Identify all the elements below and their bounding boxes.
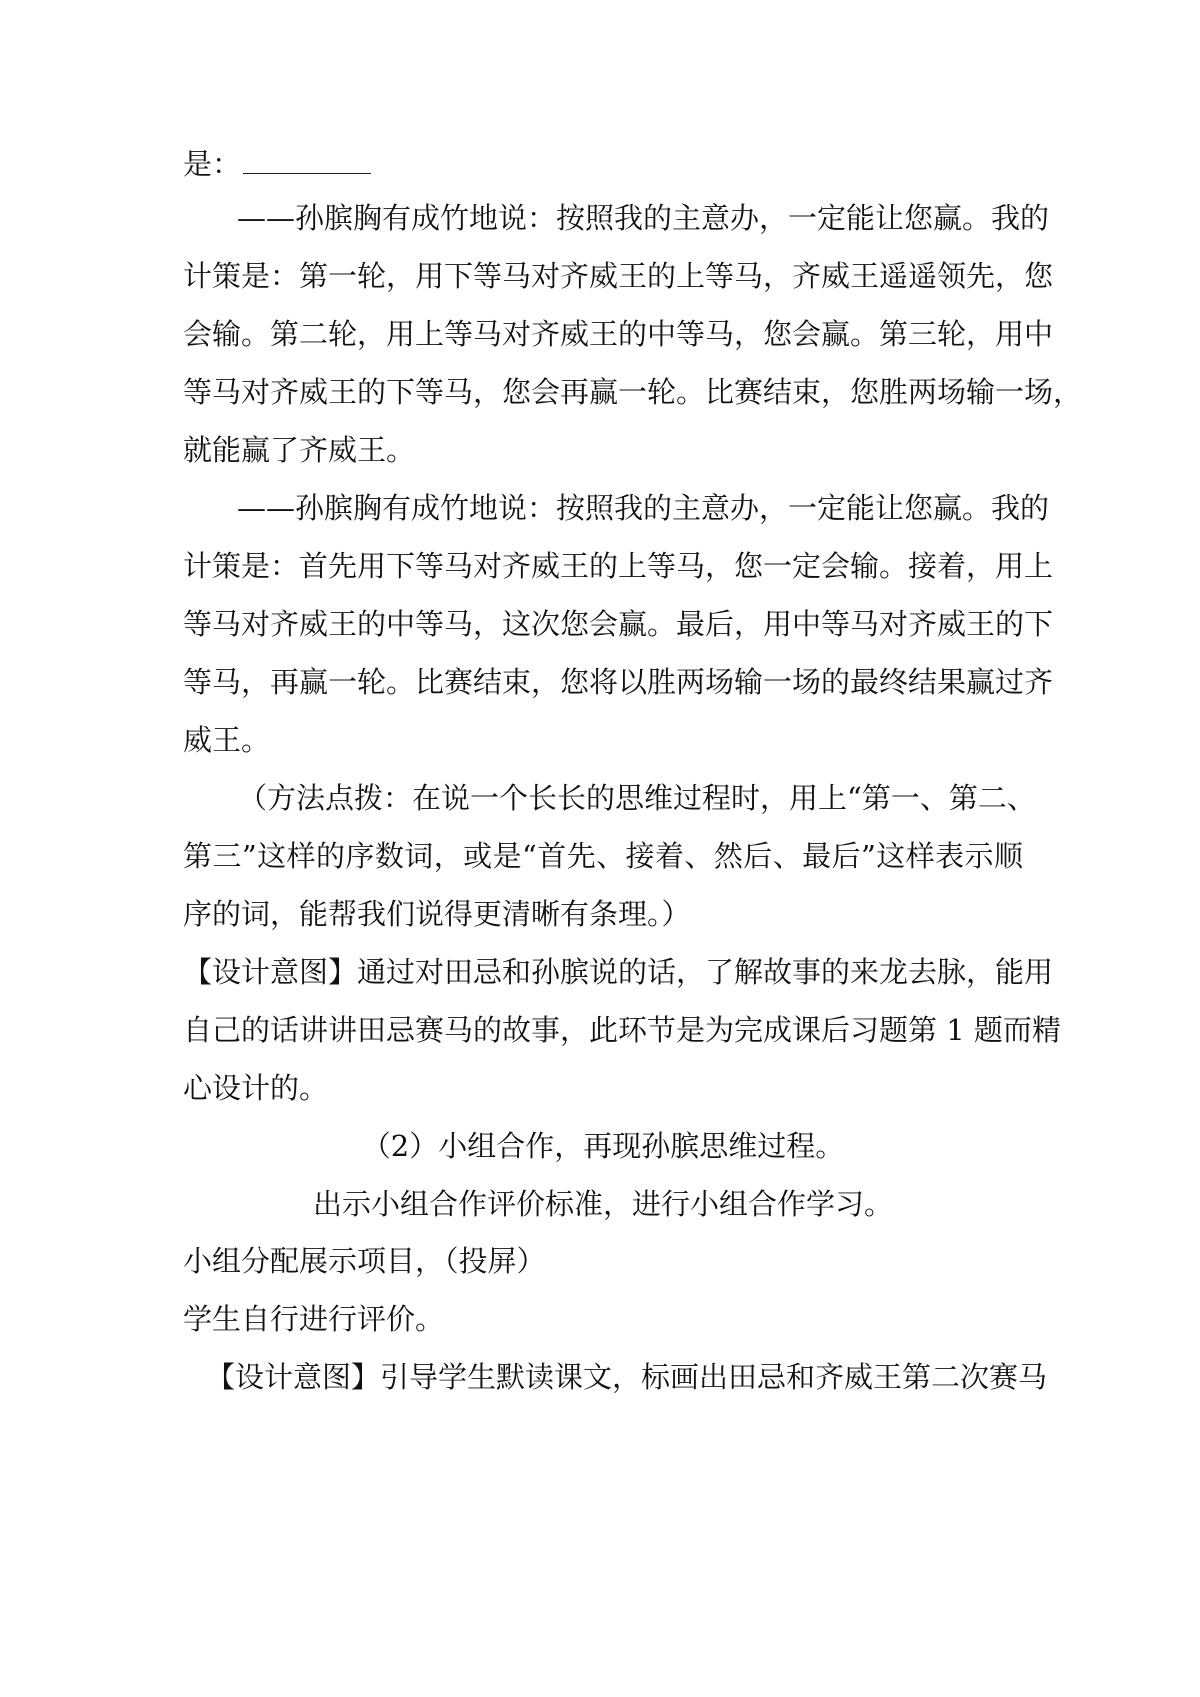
paragraph-1-line-5: 就能赢了齐威王。 bbox=[183, 433, 416, 467]
method-tip-line-2: 第三”这样的序数词，或是“首先、接着、然后、最后”这样表示顺 bbox=[183, 839, 1023, 873]
paragraph-1-line-1: ——孙膑胸有成竹地说：按照我的主意办，一定能让您赢。我的 bbox=[237, 201, 1050, 235]
paragraph-2-line-2: 计策是：首先用下等马对齐威王的上等马，您一定会输。接着，用上 bbox=[183, 549, 1054, 583]
paragraph-1-line-4: 等马对齐威王的下等马，您会再赢一轮。比赛结束，您胜两场输一场， bbox=[183, 375, 1083, 409]
paragraph-2-line-1: ——孙膑胸有成竹地说：按照我的主意办，一定能让您赢。我的 bbox=[237, 491, 1050, 525]
answer-prefix: 是： bbox=[183, 147, 242, 181]
design-intent-1-line-3: 心设计的。 bbox=[183, 1071, 329, 1105]
group-heading: （2）小组合作，再现孙膑思维过程。 bbox=[361, 1129, 845, 1163]
self-evaluation: 学生自行进行评价。 bbox=[183, 1302, 445, 1336]
paragraph-2-line-3: 等马对齐威王的中等马，这次您会赢。最后，用中等马对齐威王的下 bbox=[183, 607, 1054, 641]
answer-line bbox=[183, 141, 1023, 187]
answer-blank bbox=[243, 153, 371, 174]
paragraph-2-line-4: 等马，再赢一轮。比赛结束，您将以胜两场输一场的最终结果赢过齐 bbox=[183, 665, 1054, 699]
paragraph-1-line-3: 会输。第二轮，用上等马对齐威王的中等马，您会赢。第三轮，用中 bbox=[183, 317, 1054, 351]
group-instruction: 出示小组合作评价标准，进行小组合作学习。 bbox=[312, 1187, 893, 1221]
paragraph-2-line-5: 威王。 bbox=[183, 723, 271, 757]
method-tip-line-3: 序的词，能帮我们说得更清晰有条理。） bbox=[183, 897, 691, 931]
method-tip-line-1: （方法点拨：在说一个长长的思维过程时，用上“第一、第二、 bbox=[238, 781, 1036, 815]
group-assign: 小组分配展示项目，（投屏） bbox=[183, 1244, 546, 1278]
design-intent-2-line-1: 【设计意图】引导学生默读课文，标画出田忌和齐威王第二次赛马 bbox=[206, 1360, 1048, 1394]
paragraph-1-line-2: 计策是：第一轮，用下等马对齐威王的上等马，齐威王遥遥领先，您 bbox=[183, 259, 1054, 293]
design-intent-1-line-1: 【设计意图】通过对田忌和孙膑说的话，了解故事的来龙去脉，能用 bbox=[183, 955, 1054, 989]
design-intent-1-line-2: 自己的话讲讲田忌赛马的故事，此环节是为完成课后习题第 1 题而精 bbox=[183, 1013, 1061, 1047]
